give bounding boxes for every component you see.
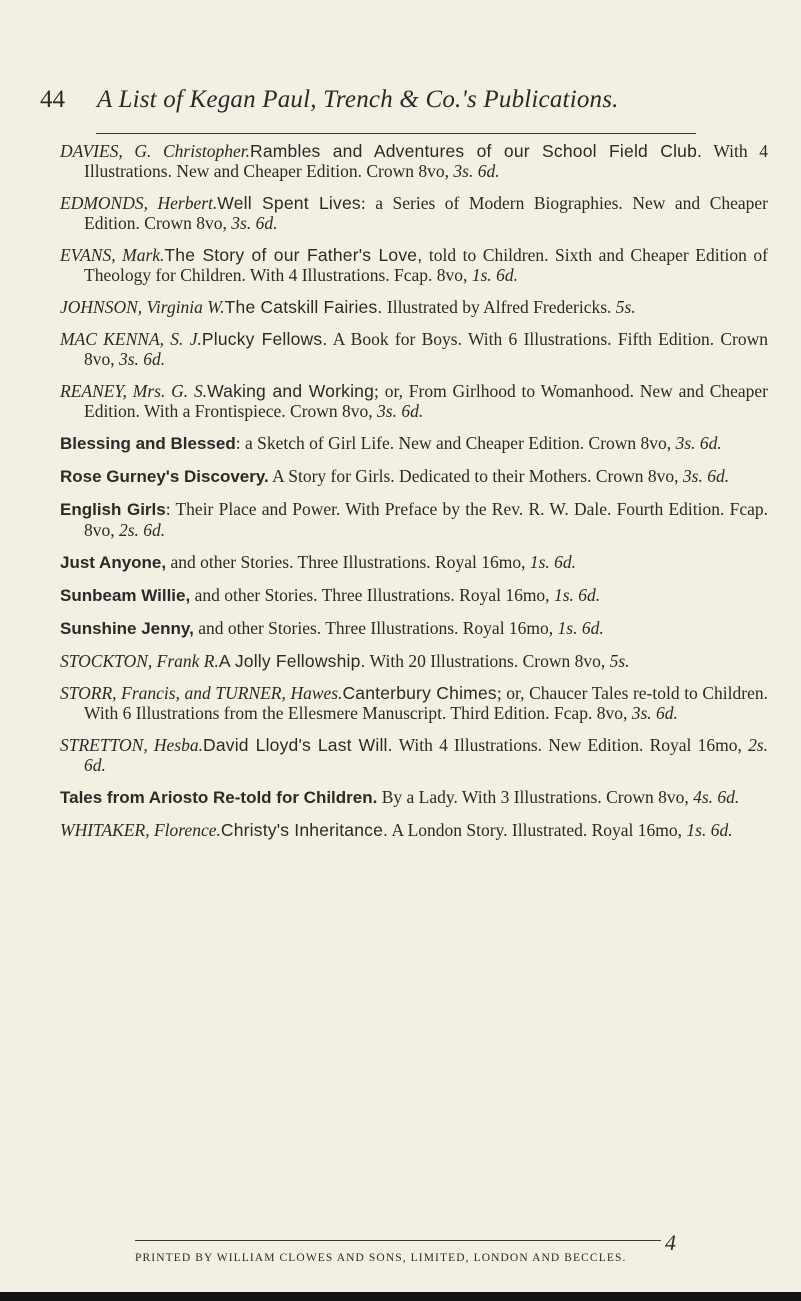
entry-title: David Lloyd's Last Will. <box>203 735 393 755</box>
entry-details: and other Stories. Three Illustrations. Royal 16mo, <box>190 585 554 605</box>
entry-price: 1s. 6d. <box>529 552 577 572</box>
entry-author: EDMONDS, Herbert. <box>60 193 218 213</box>
entry-title: Plucky Fellows. <box>201 329 328 349</box>
catalogue-entry <box>60 297 768 317</box>
entry-price: 1s. 6d. <box>553 585 601 605</box>
header-rule <box>96 133 696 134</box>
running-title: A List of Kegan Paul, Trench & Co.'s Publications. <box>97 86 619 113</box>
entry-details: A London Story. Illustrated. Royal 16mo, <box>388 820 687 840</box>
entry-title: Blessing and Blessed <box>60 434 236 453</box>
catalogue-entry <box>60 329 768 369</box>
entry-title: Waking and Working <box>207 381 375 401</box>
catalogue-entry <box>60 141 768 181</box>
entry-details: and other Stories. Three Illustrations. Royal 16mo, <box>193 618 558 638</box>
catalogue-entry <box>60 381 768 421</box>
catalogue-entry <box>60 193 768 233</box>
entry-title: Christy's Inheritance. <box>220 820 389 840</box>
catalogue-list <box>60 141 768 852</box>
entry-author: REANEY, Mrs. G. S. <box>60 381 208 401</box>
entry-price: 3s. 6d. <box>675 433 722 453</box>
entry-details: ; or, Chaucer Tales re-told to Children. With 6 Illustrations from the Ellesmere Manuscript. Third Edition. Fcap. 8vo, <box>84 683 769 723</box>
entry-price: 1s. 6d. <box>471 265 518 285</box>
catalogue-entry <box>60 466 768 487</box>
entry-details: With 4 Illustrations. New and Cheaper Edition. Crown 8vo, <box>84 141 768 181</box>
entry-price: 3s. 6d. <box>453 161 500 181</box>
entry-details: ; or, From Girlhood to Womanhood. New and Cheaper Edition. With a Frontispiece. Crown 8vo, <box>84 381 769 421</box>
catalogue-entry <box>60 585 768 606</box>
entry-details: A Book for Boys. With 6 Illustrations. Fifth Edition. Crown 8vo, <box>84 329 769 369</box>
signature-mark: 4 <box>665 1230 676 1255</box>
entry-title: Rose Gurney's Discovery. <box>60 467 269 486</box>
entry-title: The Story of our Father's Love, <box>164 245 423 265</box>
entry-price: 2s. 6d. <box>84 735 768 775</box>
entry-author: EVANS, Mark. <box>60 245 165 265</box>
entry-details: A Story for Girls. Dedicated to their Mothers. Crown 8vo, <box>268 466 683 486</box>
entry-title: Well Spent Lives <box>217 193 361 213</box>
entry-details: told to Children. Sixth and Cheaper Edition of Theology for Children. With 4 Illustrations. Fcap. 8vo, <box>84 245 768 285</box>
entry-author: STOCKTON, Frank R. <box>60 651 219 671</box>
entry-price: 3s. 6d. <box>119 349 166 369</box>
entry-details: With 4 Illustrations. New Edition. Royal 16mo, <box>392 735 749 755</box>
catalogue-entry <box>60 683 768 723</box>
entry-price: 5s. <box>615 297 636 317</box>
entry-price: 5s. <box>609 651 630 671</box>
entry-author: STRETTON, Hesba. <box>60 735 203 755</box>
catalogue-entry <box>60 433 768 454</box>
catalogue-entry <box>60 618 768 639</box>
entry-author: STORR, Francis, and TURNER, Hawes. <box>60 683 343 703</box>
catalogue-entry <box>60 820 768 840</box>
entry-price: 4s. 6d. <box>693 787 740 807</box>
entry-title: Tales from Ariosto Re-told for Children. <box>60 788 378 807</box>
footer-rule <box>135 1240 661 1241</box>
entry-details: By a Lady. With 3 Illustrations. Crown 8vo, <box>377 787 694 807</box>
entry-details: Illustrated by Alfred Fredericks. <box>382 297 616 317</box>
entry-details: : a Series of Modern Biographies. New and Cheaper Edition. Crown 8vo, <box>84 193 768 233</box>
entry-title: A Jolly Fellowship. <box>218 651 366 671</box>
entry-details: : a Sketch of Girl Life. New and Cheaper Edition. Crown 8vo, <box>235 433 676 453</box>
entry-title: English Girls <box>60 500 166 519</box>
entry-details: : Their Place and Power. With Preface by the Rev. R. W. Dale. Fourth Edition. Fcap. 8vo, <box>84 499 768 540</box>
catalogue-entry <box>60 651 768 671</box>
printer-imprint: PRINTED BY WILLIAM CLOWES AND SONS, LIMITED, LONDON AND BECCLES. <box>135 1252 627 1264</box>
entry-details: and other Stories. Three Illustrations. Royal 16mo, <box>166 552 530 572</box>
scan-edge <box>0 1292 801 1301</box>
catalogue-entry <box>60 787 768 808</box>
entry-price: 3s. 6d. <box>231 213 278 233</box>
catalogue-entry <box>60 499 768 540</box>
entry-title: Sunshine Jenny, <box>60 619 194 638</box>
entry-price: 2s. 6d. <box>119 520 166 540</box>
catalogue-entry <box>60 735 768 775</box>
entry-title: Just Anyone, <box>60 553 167 572</box>
catalogue-entry <box>60 552 768 573</box>
entry-price: 1s. 6d. <box>686 820 733 840</box>
entry-details: With 20 Illustrations. Crown 8vo, <box>365 651 610 671</box>
entry-price: 3s. 6d. <box>377 401 424 421</box>
entry-author: JOHNSON, Virginia W. <box>60 297 225 317</box>
page-number: 44 <box>40 86 65 113</box>
entry-title: The Catskill Fairies. <box>224 297 383 317</box>
entry-title: Canterbury Chimes <box>342 683 497 703</box>
entry-price: 1s. 6d. <box>557 618 604 638</box>
entry-author: MAC KENNA, S. J. <box>60 329 202 349</box>
entry-price: 3s. 6d. <box>631 703 678 723</box>
entry-title: Sunbeam Willie, <box>60 586 191 605</box>
entry-price: 3s. 6d. <box>682 466 730 486</box>
entry-author: WHITAKER, Florence. <box>60 820 221 840</box>
catalogue-entry <box>60 245 768 285</box>
entry-author: DAVIES, G. Christopher. <box>60 141 250 161</box>
entry-title: Rambles and Adventures of our School Field Club. <box>250 141 703 161</box>
